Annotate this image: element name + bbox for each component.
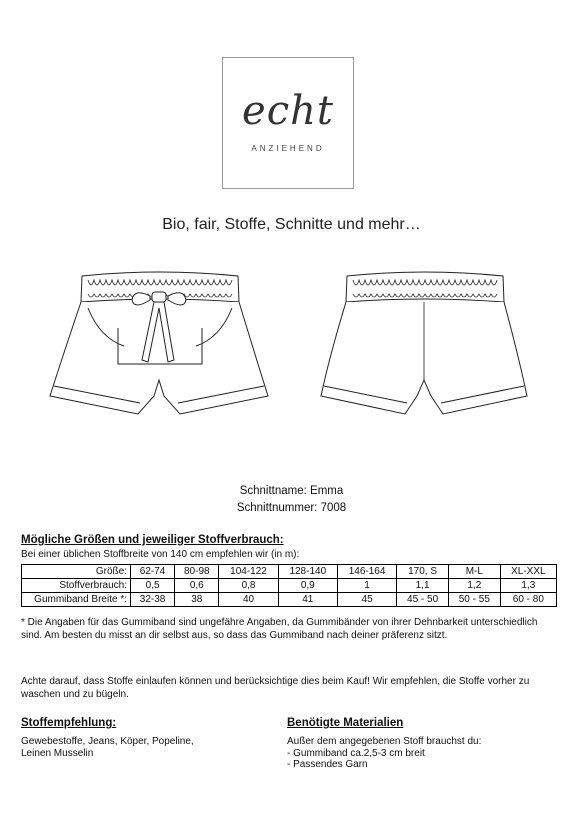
shorts-front-illustration — [48, 268, 270, 433]
table-cell: 40 — [219, 593, 278, 607]
fabric-line: Leinen Musselin — [21, 747, 94, 759]
table-row-label: Größe: — [22, 565, 131, 579]
fabric-recommendation — [21, 717, 261, 759]
table-cell: 41 — [278, 593, 337, 607]
table-cell: 146-164 — [337, 565, 396, 579]
table-cell: 38 — [175, 593, 219, 607]
logo-subtitle: ANZIEHEND — [251, 144, 325, 153]
table-cell: 128-140 — [278, 565, 337, 579]
materials-line: - Passendes Garn — [287, 759, 368, 770]
table-cell: 0,6 — [175, 579, 219, 593]
table-cell: 45 - 50 — [397, 593, 449, 607]
table-cell: 80-98 — [175, 565, 219, 579]
table-row-label: Stoffverbrauch: — [22, 579, 131, 593]
table-cell: 32-38 — [131, 593, 175, 607]
pattern-number: Schnittnummer: 7008 — [236, 502, 347, 514]
pattern-name: Schnittname: Emma — [239, 485, 344, 497]
fabric-recommendation-title: Stoffempfehlung: — [21, 717, 117, 729]
table-row-label: Gummiband Breite *: — [22, 593, 131, 607]
fabric-width-note: Bei einer üblichen Stoffbreite von 140 cm empfehlen wir (in m): — [21, 549, 300, 560]
table-row — [22, 593, 557, 607]
elastic-footnote: * Die Angaben für das Gummiband sind ungefähre Angaben, da Gummibänder von ihrer Dehnbarkeit unterschiedlich sind. Am besten du misst an dir selbst aus, so dass das Gummiband nach deiner präferenz sitzt. — [21, 617, 538, 641]
table-cell: M-L — [448, 565, 500, 579]
sizes-table — [21, 564, 557, 607]
logo-wordmark: echt — [242, 88, 334, 134]
brand-logo — [222, 57, 354, 189]
table-cell: 104-122 — [219, 565, 278, 579]
materials-title: Benötigte Materialien — [287, 717, 404, 729]
table-cell: 0,9 — [278, 579, 337, 593]
table-cell: 1,2 — [448, 579, 500, 593]
fabric-line: Gewebestoffe, Jeans, Köper, Popeline, — [21, 736, 194, 747]
table-cell: 1 — [337, 579, 396, 593]
materials-line: - Gummiband ca.2,5-3 cm breit — [287, 747, 425, 759]
table-cell: 0,8 — [219, 579, 278, 593]
table-cell: 0,5 — [131, 579, 175, 593]
table-cell: 1,1 — [397, 579, 449, 593]
materials-line: Außer dem angegebenen Stoff brauchst du: — [287, 736, 482, 747]
table-cell: 62-74 — [131, 565, 175, 579]
required-materials — [287, 717, 547, 771]
shrink-note: Achte darauf, dass Stoffe einlaufen können und berücksichtige dies beim Kauf! Wir empfehlen, die Stoffe vorher zu waschen und zu bügeln. — [21, 676, 530, 700]
tagline: Bio, fair, Stoffe, Schnitte und mehr… — [162, 216, 421, 233]
shorts-back-illustration — [313, 268, 535, 433]
table-cell: 45 — [337, 593, 396, 607]
table-row — [22, 565, 557, 579]
table-row — [22, 579, 557, 593]
table-cell: 1,3 — [500, 579, 556, 593]
sizes-heading: Mögliche Größen und jeweiliger Stoffverbrauch: — [21, 534, 284, 546]
table-cell: 50 - 55 — [448, 593, 500, 607]
table-cell: 60 - 80 — [500, 593, 556, 607]
table-cell: 170, S — [397, 565, 449, 579]
table-cell: XL-XXL — [500, 565, 556, 579]
